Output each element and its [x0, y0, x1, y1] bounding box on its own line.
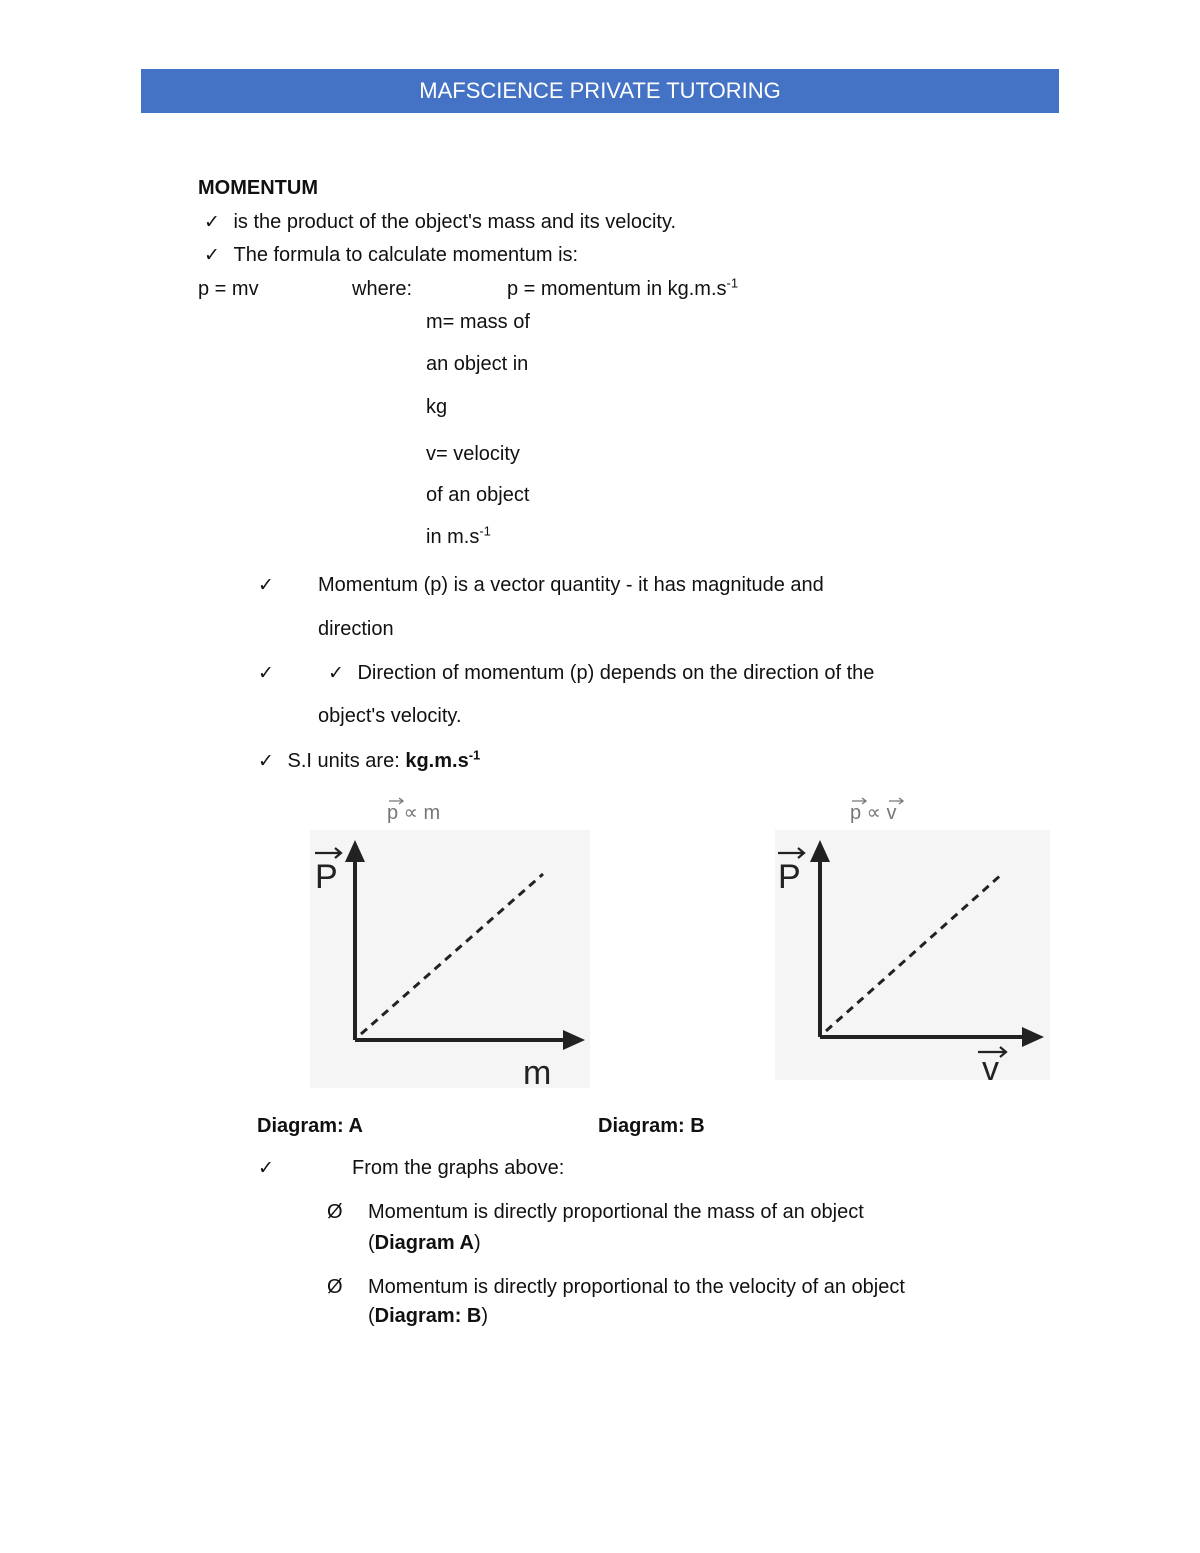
bullet-formula-intro-text: The formula to calculate momentum is:: [233, 244, 579, 266]
point-direction-line-1: [328, 662, 874, 685]
open-paren: (: [368, 1232, 375, 1254]
point-direction: [258, 662, 274, 685]
conclusion-bullet-2-text: Momentum is directly proportional to the velocity of an object: [368, 1276, 905, 1298]
formula-equation: p = mv: [198, 278, 259, 300]
diagram-a: [305, 790, 595, 1090]
close-paren: ): [473, 1232, 481, 1254]
m-definition-line-1: m= mass of: [426, 311, 530, 333]
diagram-b: [770, 790, 1055, 1090]
m-definition-line-3: kg: [426, 396, 448, 418]
diagram-a-background: [310, 830, 590, 1088]
diagram-a-caption: Diagram: A: [257, 1115, 363, 1137]
diagram-b-x-label: v: [982, 1050, 999, 1088]
conclusion-bullet-2-ref: [368, 1305, 488, 1328]
header-title: MAFSCIENCE PRIVATE TUTORING: [419, 78, 781, 103]
check-icon: ✓: [258, 662, 274, 684]
v-definition-line-2: of an object: [426, 484, 530, 506]
conclusion-bullet-1-ref: [368, 1232, 481, 1255]
open-paren: (: [368, 1305, 375, 1327]
check-icon: ✓: [258, 574, 274, 596]
diagram-b-caption: Diagram: B: [598, 1115, 705, 1137]
v-definition-superscript: -1: [479, 523, 491, 539]
point-vector-line-1: Momentum (p) is a vector quantity - it has magnitude and: [318, 574, 824, 596]
conclusion-lead-text: From the graphs above:: [352, 1157, 565, 1179]
v-definition-line-3: [426, 523, 491, 549]
section-heading: MOMENTUM: [198, 177, 318, 199]
p-definition-text: p = momentum in kg.m.s: [507, 278, 727, 300]
formula-where: where:: [352, 278, 413, 300]
point-units: [258, 747, 481, 773]
diagram-b-y-label: P: [778, 858, 801, 896]
check-icon: ✓: [328, 662, 344, 684]
diagram-a-y-label: P: [315, 858, 338, 896]
units-label: S.I units are:: [287, 750, 406, 772]
check-icon: ✓: [204, 211, 220, 233]
close-paren: ): [481, 1305, 489, 1327]
header-banner: [141, 69, 1059, 113]
check-icon: ✓: [204, 244, 220, 266]
conclusion-lead: [258, 1157, 274, 1180]
m-definition-line-2: an object in: [426, 353, 529, 375]
diagram-a-x-label: m: [523, 1054, 552, 1090]
v-definition-line-1: v= velocity: [426, 443, 520, 465]
v-definition-text: in m.s: [426, 526, 480, 548]
diagram-b-ref: Diagram: B: [374, 1305, 482, 1327]
check-icon: ✓: [258, 750, 274, 772]
conclusion-bullet-1-symbol: Ø: [327, 1201, 343, 1223]
point-direction-line-2: object's velocity.: [318, 705, 462, 727]
bullet-definition: [204, 211, 676, 234]
conclusion-bullet-2-symbol: Ø: [327, 1276, 343, 1298]
point-direction-text: Direction of momentum (p) depends on the direction of the: [357, 662, 875, 684]
point-vector-line-2: direction: [318, 618, 394, 640]
units-superscript: -1: [468, 747, 481, 763]
bullet-definition-text: is the product of the object's mass and its velocity.: [233, 211, 677, 233]
check-icon: ✓: [258, 1157, 274, 1179]
point-vector: [258, 574, 274, 597]
units-value: kg.m.s: [405, 750, 469, 772]
diagram-a-title: p ∝ m: [387, 802, 441, 824]
bullet-formula-intro: [204, 244, 578, 267]
diagram-b-title: p ∝ v: [850, 802, 897, 824]
formula-p-definition: [507, 275, 739, 301]
diagram-a-ref: Diagram A: [374, 1232, 474, 1254]
p-definition-superscript: -1: [726, 275, 739, 291]
conclusion-bullet-1-text: Momentum is directly proportional the mass of an object: [368, 1201, 864, 1223]
